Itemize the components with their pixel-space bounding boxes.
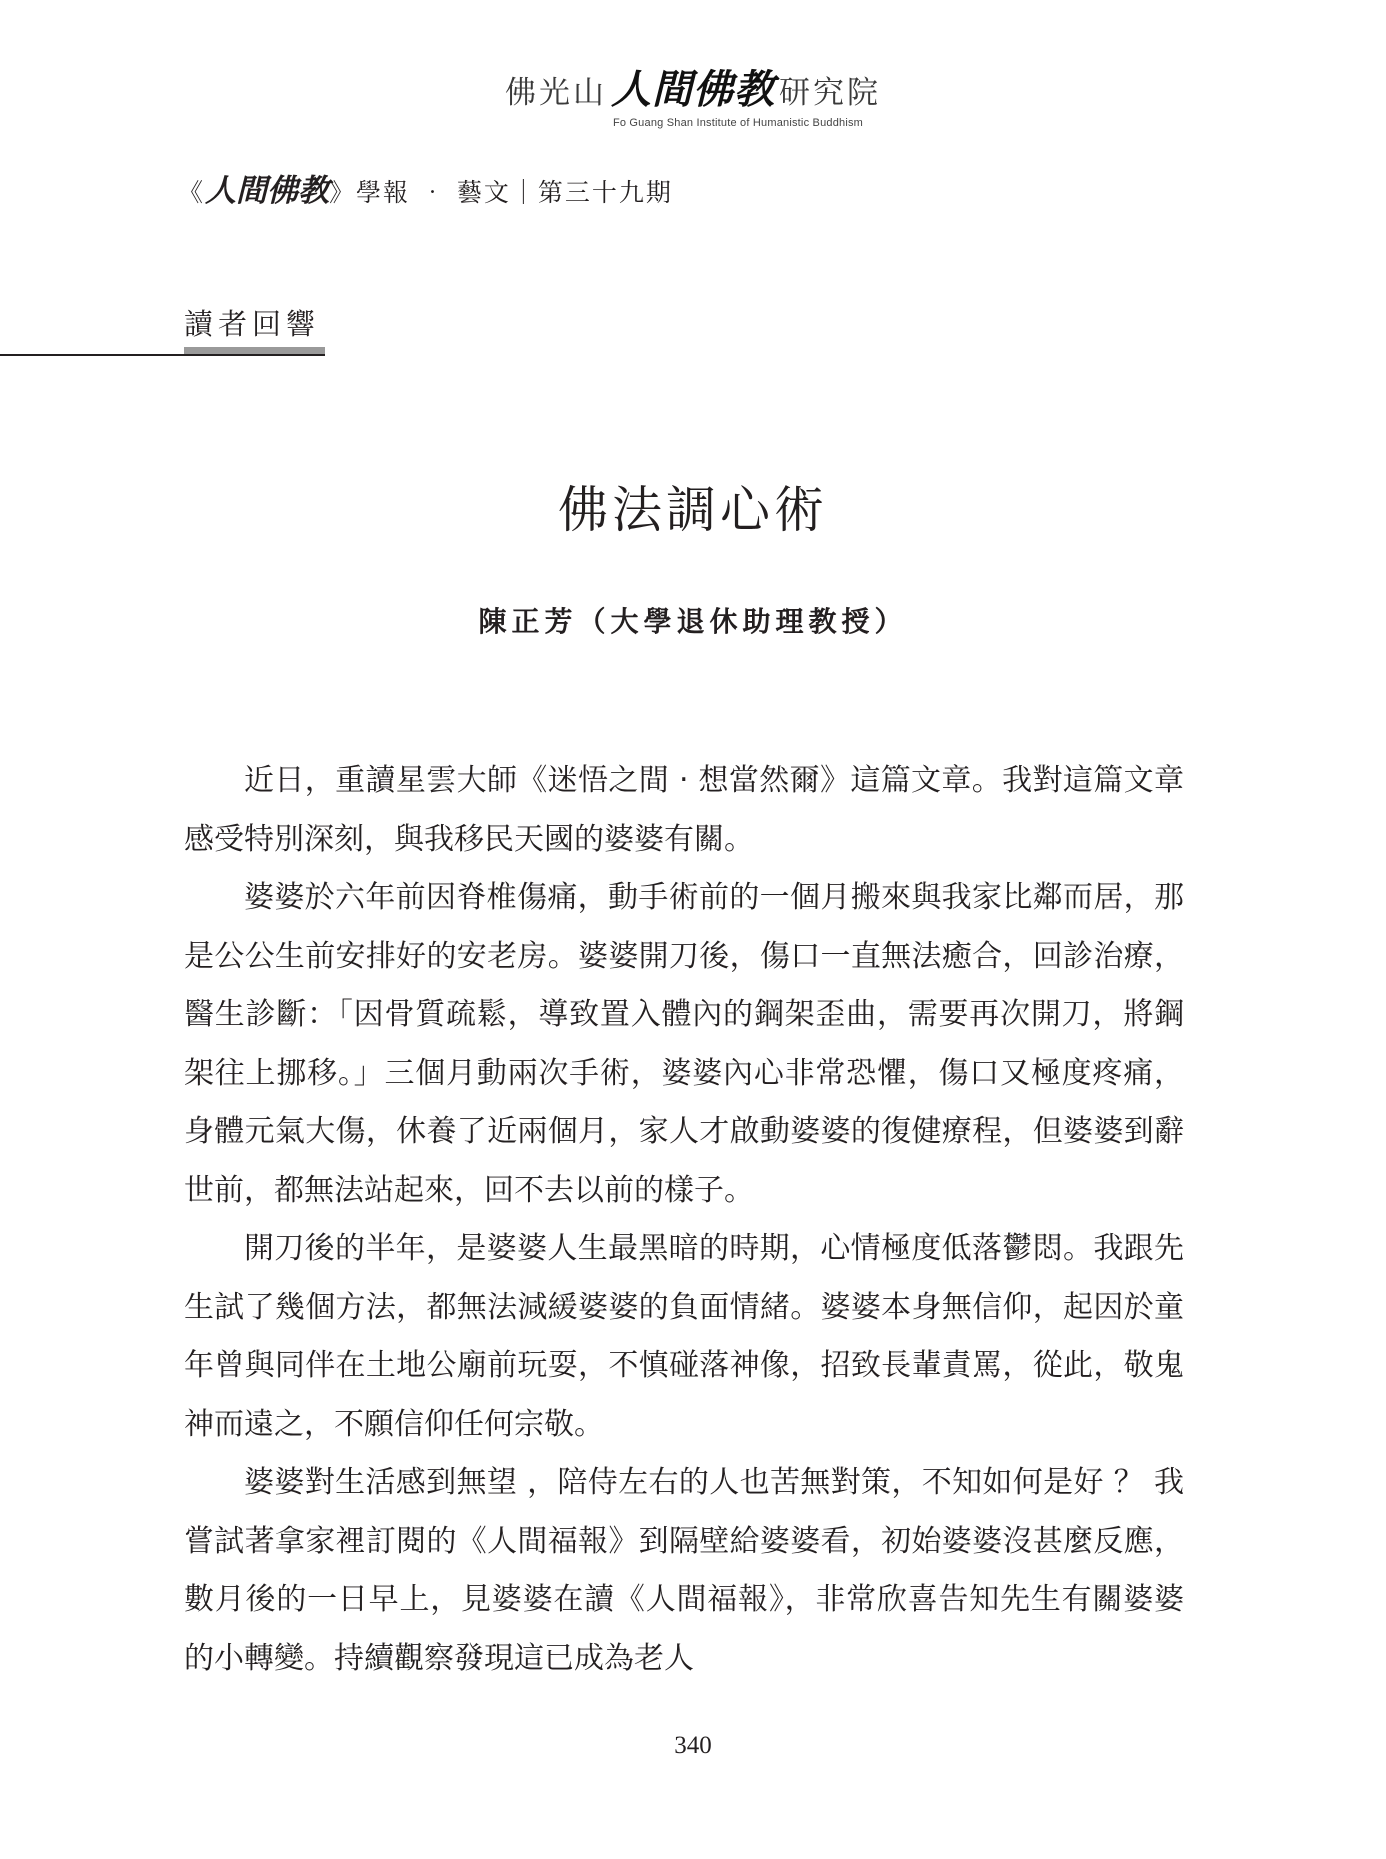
article-author: 陳正芳（大學退休助理教授） xyxy=(478,605,908,638)
body-paragraph: 近日，重讀星雲大師《迷悟之間 ‧ 想當然爾》這篇文章。我對這篇文章感受特別深刻，與我移民天國的婆婆有關。 xyxy=(184,763,1184,857)
body-paragraph: 婆婆於六年前因脊椎傷痛，動手術前的一個月搬來與我家比鄰而居，那是公公生前安排好的安老房。婆婆開刀後，傷口一直無法癒合，回診治療，醫生診斷：「因骨質疏鬆，導致置入體內的鋼架歪曲，需要再次開刀，將鋼架往上挪移。」三個月動兩次手術，婆婆內心非常恐懼，傷口又極度疼痛，身體元氣大傷，休養了近兩個月，家人才啟動婆婆的復健療程，但婆婆到辭世前，都無法站起來，回不去以前的樣子。 xyxy=(184,880,1184,1208)
institute-logo xyxy=(0,58,1386,129)
article-title: 佛法調心術 xyxy=(558,481,828,539)
logo-title xyxy=(0,58,1386,115)
body-paragraph: 開刀後的半年，是婆婆人生最黑暗的時期，心情極度低落鬱悶。我跟先生試了幾個方法，都無法減緩婆婆的負面情緒。婆婆本身無信仰，起因於童年曾與同伴在土地公廟前玩耍，不慎碰落神像，招致長輩責罵，從此，敬鬼神而遠之，不願信仰任何宗敬。 xyxy=(184,1231,1184,1442)
logo-subtitle: Fo Guang Shan Institute of Humanistic Buddhism xyxy=(612,117,864,129)
journal-open-bracket: 《 xyxy=(178,178,206,207)
body-paragraph: 婆婆對生活感到無望 ，陪侍左右的人也苦無對策，不知如何是好 ？ 我嘗試著拿家裡訂閱的《人間福報》到隔壁給婆婆看，初始婆婆沒甚麼反應，數月後的一日早上，見婆婆在讀《人間福報》，非常欣喜告知先生有關婆婆的小轉變。持續觀察發現這已成為老人 xyxy=(184,1465,1184,1676)
section-label: 讀者回響 xyxy=(184,307,321,341)
section-rule xyxy=(0,354,325,356)
journal-brand: 人間佛教 xyxy=(205,173,330,209)
logo-suffix: 研究院 xyxy=(779,75,881,111)
logo-brand: 人間佛教 xyxy=(611,67,775,113)
article-body xyxy=(184,752,1184,1688)
section-rule-accent xyxy=(184,347,325,354)
journal-issue-info: 》學報 ‧ 藝文｜第三十九期 xyxy=(329,178,673,207)
journal-running-head xyxy=(178,165,673,210)
page-number: 340 xyxy=(674,1732,712,1759)
logo-prefix: 佛光山 xyxy=(505,75,607,111)
